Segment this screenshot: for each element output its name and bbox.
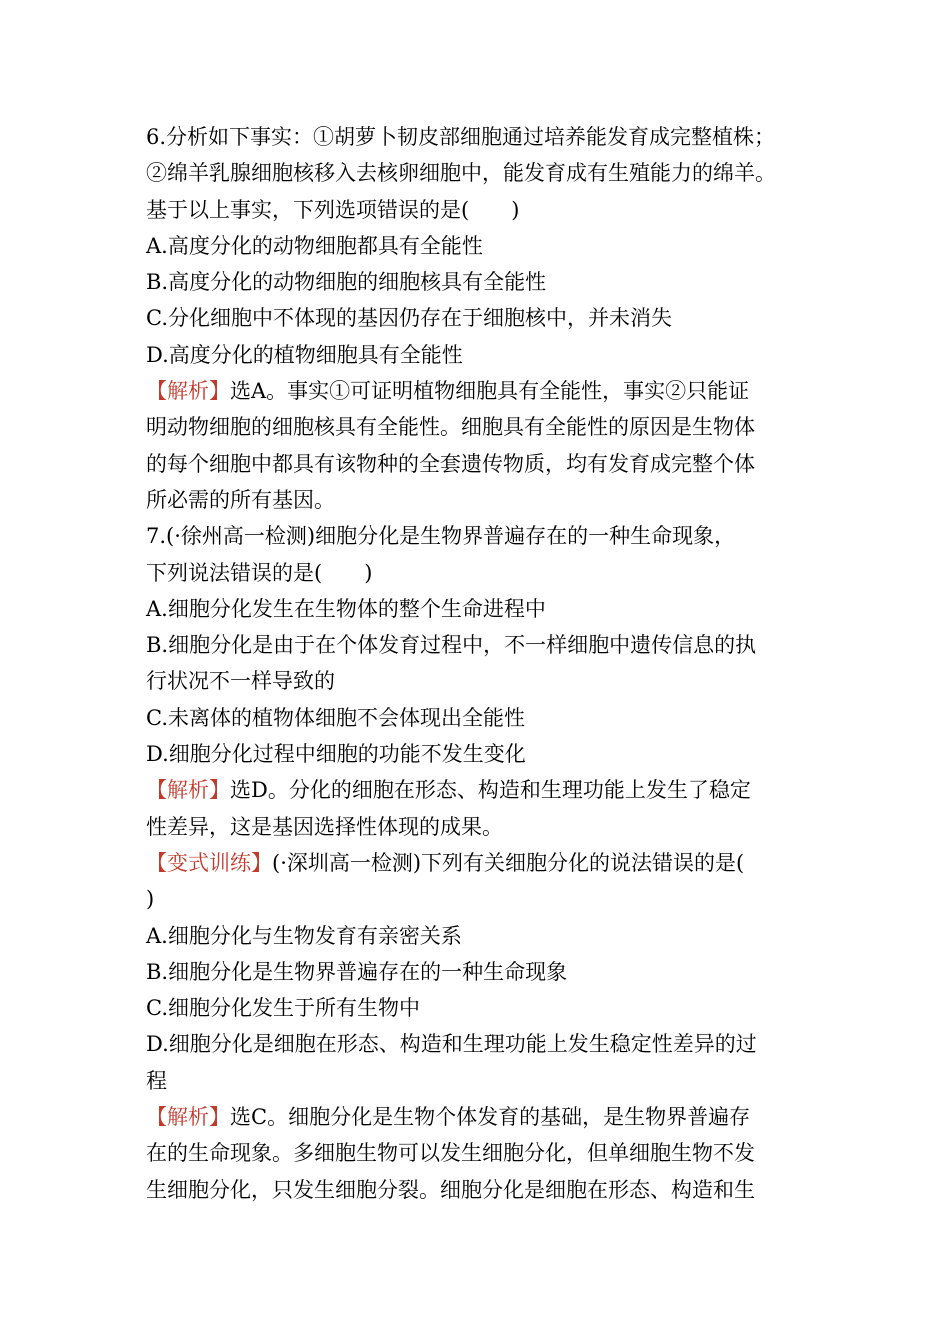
question-7-stem-line-2: 下列说法错误的是( ) bbox=[146, 560, 373, 585]
variant-option-d-line-2: 程 bbox=[146, 1068, 167, 1093]
document-body bbox=[146, 119, 826, 1208]
question-6 bbox=[146, 119, 826, 518]
analysis-tag: 【解析】 bbox=[146, 1105, 230, 1130]
question-6-analysis-line-2: 明动物细胞的细胞核具有全能性。细胞具有全能性的原因是生物体 bbox=[146, 415, 755, 440]
analysis-tag: 【解析】 bbox=[146, 379, 230, 404]
question-7-option-d: D.细胞分化过程中细胞的功能不发生变化 bbox=[146, 742, 526, 767]
variant-option-c: C.细胞分化发生于所有生物中 bbox=[146, 996, 420, 1021]
variant-analysis-line-2: 在的生命现象。多细胞生物可以发生细胞分化，但单细胞生物不发 bbox=[146, 1141, 755, 1166]
variant-option-b: B.细胞分化是生物界普遍存在的一种生命现象 bbox=[146, 959, 568, 984]
question-6-stem-line-2: ②绵羊乳腺细胞核移入去核卵细胞中，能发育成有生殖能力的绵羊。 bbox=[146, 161, 776, 186]
question-6-analysis-line-3: 的每个细胞中都具有该物种的全套遗传物质，均有发育成完整个体 bbox=[146, 451, 755, 476]
question-7-stem-line-1: 7.(·徐州高一检测)细胞分化是生物界普遍存在的一种生命现象， bbox=[146, 524, 736, 549]
variant-stem-text: (·深圳高一检测)下列有关细胞分化的说法错误的是( bbox=[272, 850, 745, 875]
variant-stem-line-1 bbox=[146, 845, 826, 881]
question-7-option-b-line-1: B.细胞分化是由于在个体发育过程中，不一样细胞中遗传信息的执 bbox=[146, 633, 757, 658]
variant-option-d-line-1: D.细胞分化是细胞在形态、构造和生理功能上发生稳定性差异的过 bbox=[146, 1032, 757, 1057]
analysis-text: 选C。细胞分化是生物个体发育的基础，是生物界普遍存 bbox=[230, 1105, 751, 1130]
question-6-analysis-line-1 bbox=[146, 373, 826, 409]
variant-tag: 【变式训练】 bbox=[146, 850, 272, 875]
question-7-option-b-line-2: 行状况不一样导致的 bbox=[146, 669, 335, 694]
question-6-option-c: C.分化细胞中不体现的基因仍存在于细胞核中，并未消失 bbox=[146, 306, 672, 331]
question-6-option-b: B.高度分化的动物细胞的细胞核具有全能性 bbox=[146, 270, 547, 295]
question-7-option-a: A.细胞分化发生在生物体的整个生命进程中 bbox=[146, 596, 546, 621]
variant-analysis-line-3: 生细胞分化，只发生细胞分裂。细胞分化是细胞在形态、构造和生 bbox=[146, 1177, 755, 1202]
question-7 bbox=[146, 518, 826, 845]
variant-training bbox=[146, 845, 826, 1208]
analysis-text: 选D。分化的细胞在形态、构造和生理功能上发生了稳定 bbox=[230, 778, 751, 803]
question-6-analysis-line-4: 所必需的所有基因。 bbox=[146, 487, 335, 512]
analysis-tag: 【解析】 bbox=[146, 778, 230, 803]
question-6-option-d: D.高度分化的植物细胞具有全能性 bbox=[146, 342, 463, 367]
question-7-option-c: C.未离体的植物体细胞不会体现出全能性 bbox=[146, 705, 525, 730]
variant-option-a: A.细胞分化与生物发育有亲密关系 bbox=[146, 923, 462, 948]
question-7-analysis-line-2: 性差异，这是基因选择性体现的成果。 bbox=[146, 814, 503, 839]
variant-analysis-line-1 bbox=[146, 1099, 826, 1135]
variant-stem-line-2: ) bbox=[146, 887, 155, 912]
question-7-analysis-line-1 bbox=[146, 772, 826, 808]
question-6-stem-line-1: 6.分析如下事实：①胡萝卜韧皮部细胞通过培养能发育成完整植株； bbox=[146, 125, 776, 149]
question-6-option-a: A.高度分化的动物细胞都具有全能性 bbox=[146, 233, 483, 258]
question-6-stem-line-3: 基于以上事实，下列选项错误的是( ) bbox=[146, 197, 520, 222]
analysis-text: 选A。事实①可证明植物细胞具有全能性，事实②只能证 bbox=[230, 379, 750, 404]
